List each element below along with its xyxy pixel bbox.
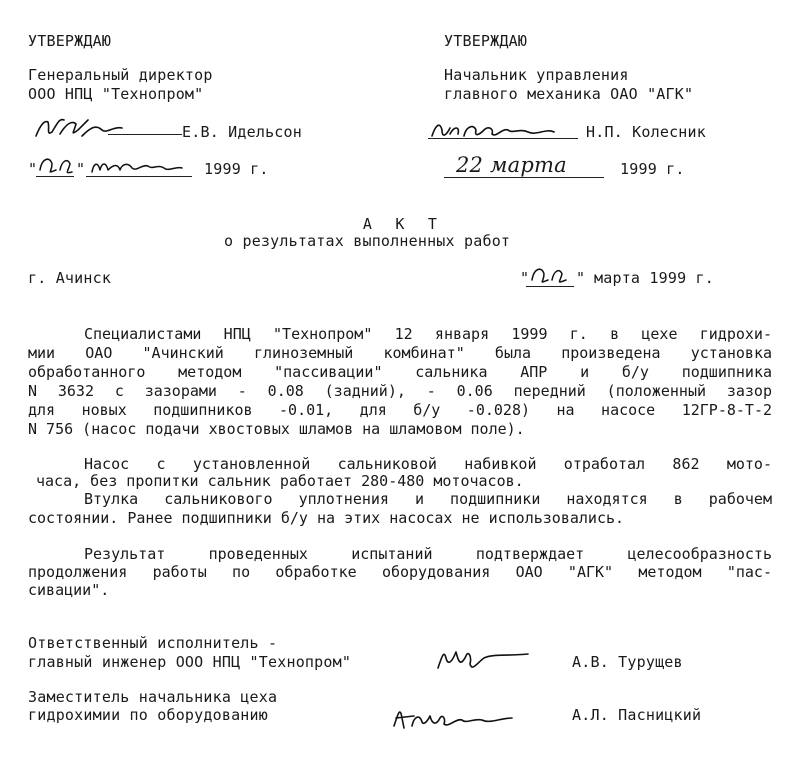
director-signature <box>30 112 190 144</box>
body-p1-line2: мии ОАО "Ачинский глиноземный комбинат" была произведена установка <box>28 344 772 362</box>
approval-right-title-line2: главного механика ОАО "АГК" <box>444 85 694 103</box>
body-p4-line3: сивации". <box>28 581 110 599</box>
doc-date-quote-open: " <box>520 269 530 287</box>
body-p2-line1: Насос с установленной сальниковой набивкой отработал 862 мото- <box>84 455 772 473</box>
right-date-suffix: 1999 г. <box>620 160 685 178</box>
left-date-month-line <box>86 176 192 177</box>
approval-right-title-line1: Начальник управления <box>444 66 629 84</box>
doc-date-suffix: марта 1999 г. <box>594 269 714 287</box>
left-date-quote-close: " <box>76 160 86 178</box>
signatory1-signature <box>432 642 552 678</box>
doc-city: г. Ачинск <box>28 269 112 287</box>
approval-left-title-line2: ООО НПЦ "Технопром" <box>28 85 204 103</box>
body-p1-line6: N 756 (насос подачи хвостовых шламов на шламовом поле). <box>28 420 525 438</box>
signatory1-line1: Ответственный исполнитель - <box>28 634 278 652</box>
body-p2-line2: часа, без пропитки сальник работает 280-480 моточасов. <box>36 472 524 490</box>
chief-mechanic-signature-line <box>428 138 578 139</box>
signatory2-name: А.Л. Пасницкий <box>572 706 702 724</box>
doc-subtitle: о результатах выполненных работ <box>224 232 511 250</box>
approval-left-title-line1: Генеральный директор <box>28 66 213 84</box>
signatory1-line2: главный инженер ООО НПЦ "Технопром" <box>28 653 352 671</box>
approval-left-header: УТВЕРЖДАЮ <box>28 32 112 50</box>
body-p1-line1: Специалистами НПЦ "Технопром" 12 января 1999 г. в цехе гидрохи- <box>84 325 772 343</box>
director-name: Е.В. Идельсон <box>182 123 302 141</box>
body-p4-line2: продолжения работы по обработке оборудования ОАО "АГК" методом "пас- <box>28 563 772 581</box>
doc-title: А К Т <box>362 215 438 233</box>
right-handwritten-date: 22 марта <box>456 153 567 177</box>
body-p1-line4: N 3632 с зазорами - 0.08 (задний), - 0.06 передний (положенный зазор <box>28 382 772 400</box>
doc-date-day-line <box>526 286 574 287</box>
chief-mechanic-name: Н.П. Колесник <box>586 123 706 141</box>
body-p1-line5: для новых подшипников -0.01, для б/у -0.028) на насосе 12ГР-8-Т-2 <box>28 401 772 419</box>
body-p1-line3: обработанного методом "пассивации" сальника АПР и б/у подшипника <box>28 363 772 381</box>
right-date-line <box>444 177 604 178</box>
signatory2-signature <box>386 696 536 736</box>
director-signature-line <box>108 134 182 135</box>
chief-mechanic-signature <box>428 116 578 146</box>
signatory2-line1: Заместитель начальника цеха <box>28 688 278 706</box>
body-p4-line1: Результат проведенных испытаний подтверждает целесообразность <box>84 545 772 563</box>
signatory2-line2: гидрохимии по оборудованию <box>28 706 268 724</box>
left-date-quote-open: " <box>28 160 38 178</box>
left-date-day-line <box>36 176 74 177</box>
approval-right-header: УТВЕРЖДАЮ <box>444 32 528 50</box>
body-p3-line1: Втулка сальникового уплотнения и подшипники находятся в рабочем <box>84 490 772 508</box>
doc-handwritten-day <box>528 260 578 286</box>
body-p3-line2: состоянии. Ранее подшипники б/у на этих насосах не использовались. <box>28 509 625 527</box>
signatory1-name: А.В. Турущев <box>572 653 683 671</box>
left-date-suffix: 1999 г. <box>204 160 269 178</box>
doc-date-quote-close: " <box>576 269 586 287</box>
